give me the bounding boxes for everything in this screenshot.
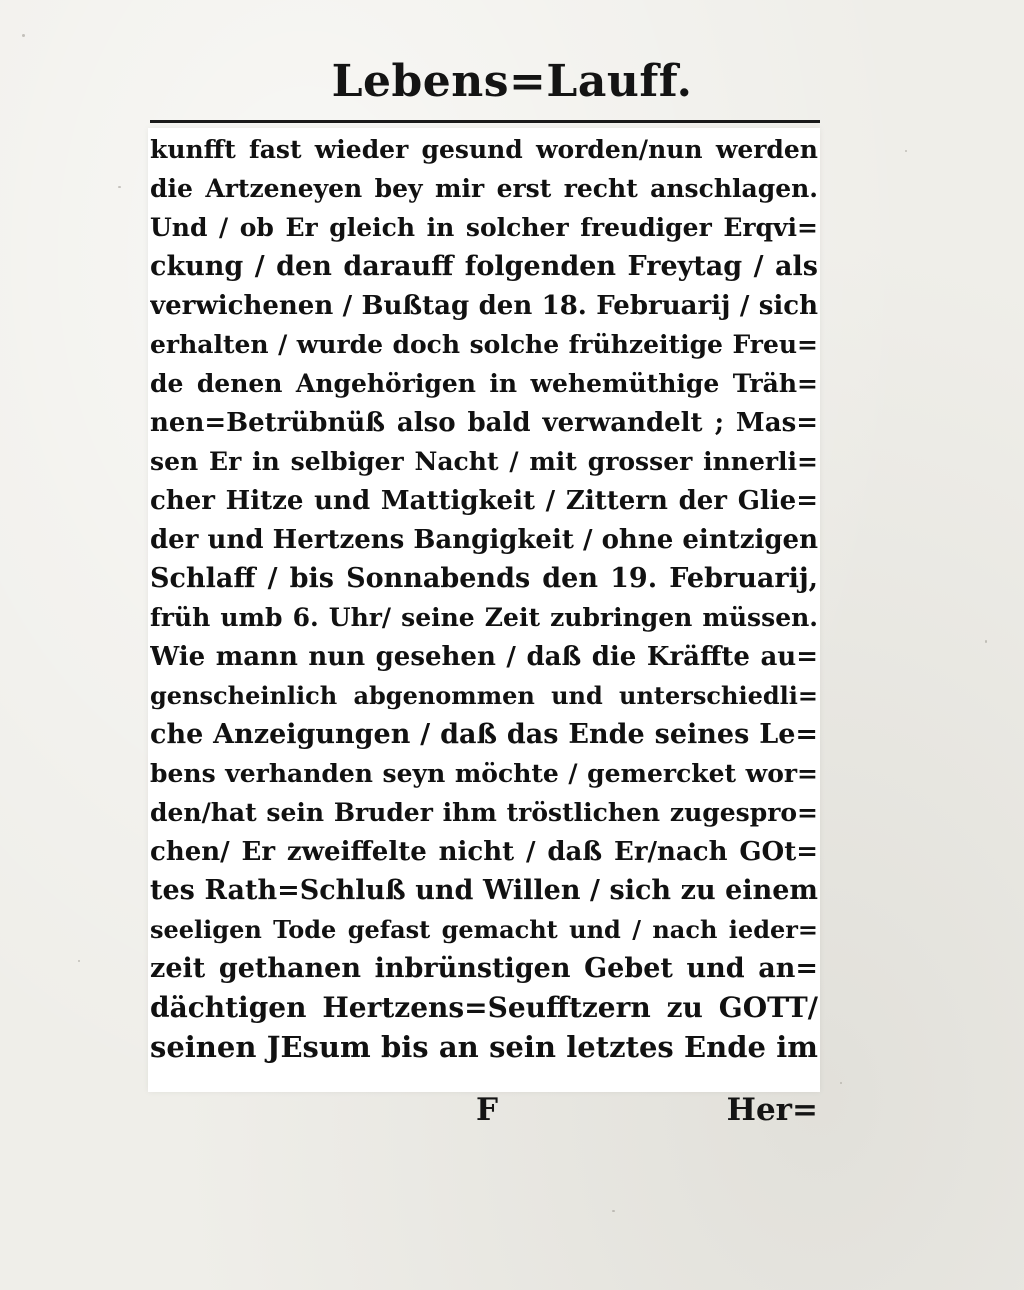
body-line-16: che Anzeigungen / daß das Ende seines Le= bbox=[150, 719, 818, 750]
body-line-5: verwichenen / Bußtag den 18. Februarij / sich bbox=[150, 291, 818, 321]
body-line-13: früh umb 6. Uhr/ seine Zeit zubringen müssen. bbox=[150, 603, 818, 632]
body-line-21: seeligen Tode gefast gemacht und / nach ieder= bbox=[150, 915, 818, 944]
paper-speck bbox=[118, 186, 121, 188]
body-line-12: Schlaff / bis Sonnabends den 19. Februarij, bbox=[150, 563, 818, 594]
body-line-9: sen Er in selbiger Nacht / mit grosser innerli= bbox=[150, 447, 818, 476]
body-line-8: nen=Betrübnüß also bald verwandelt ; Mas= bbox=[150, 408, 818, 438]
signature-mark: F bbox=[476, 1092, 499, 1128]
running-title: Lebens=Lauff. bbox=[331, 56, 693, 107]
header-rule bbox=[150, 120, 820, 123]
body-line-2: die Artzeneyen bey mir erst recht anschlagen. bbox=[150, 174, 818, 203]
body-line-23: dächtigen Hertzens=Seufftzern zu GOTT/ bbox=[150, 991, 818, 1024]
body-line-15: genscheinlich abgenommen und unterschiedli= bbox=[150, 681, 818, 710]
paper-speck bbox=[22, 34, 25, 37]
body-line-19: chen/ Er zweiffelte nicht / daß Er/nach GOt= bbox=[150, 837, 818, 867]
body-line-11: der und Hertzens Bangigkeit / ohne eintzigen bbox=[150, 525, 818, 555]
body-line-18: den/hat sein Bruder ihm tröstlichen zugespro= bbox=[150, 798, 818, 827]
body-line-17: bens verhanden seyn möchte / gemercket wor= bbox=[150, 759, 818, 788]
body-line-3: Und / ob Er gleich in solcher freudiger Erqvi= bbox=[150, 213, 818, 242]
body-line-4: ckung / den darauff folgenden Freytag / als bbox=[150, 251, 818, 282]
body-line-14: Wie mann nun gesehen / daß die Kräffte au= bbox=[150, 642, 818, 672]
body-line-22: zeit gethanen inbrünstigen Gebet und an= bbox=[150, 953, 818, 984]
body-line-10: cher Hitze und Mattigkeit / Zittern der Glie= bbox=[150, 486, 818, 516]
paper-speck bbox=[905, 150, 907, 152]
paper-speck bbox=[78, 960, 80, 962]
paper-speck bbox=[612, 1210, 615, 1212]
body-line-20: tes Rath=Schluß und Willen / sich zu einem bbox=[150, 875, 818, 906]
paper-speck bbox=[840, 1082, 842, 1084]
paper-speck bbox=[985, 640, 987, 643]
page-footer bbox=[150, 1088, 818, 1132]
body-line-6: erhalten / wurde doch solche frühzeitige Freu= bbox=[150, 330, 818, 359]
catchword: Her= bbox=[726, 1092, 818, 1128]
body-line-24: seinen JEsum bis an sein letztes Ende im bbox=[150, 1030, 818, 1064]
body-line-7: de denen Angehörigen in wehemüthige Träh= bbox=[150, 369, 818, 398]
body-line-1: kunfft fast wieder gesund worden/nun werden bbox=[150, 135, 818, 164]
